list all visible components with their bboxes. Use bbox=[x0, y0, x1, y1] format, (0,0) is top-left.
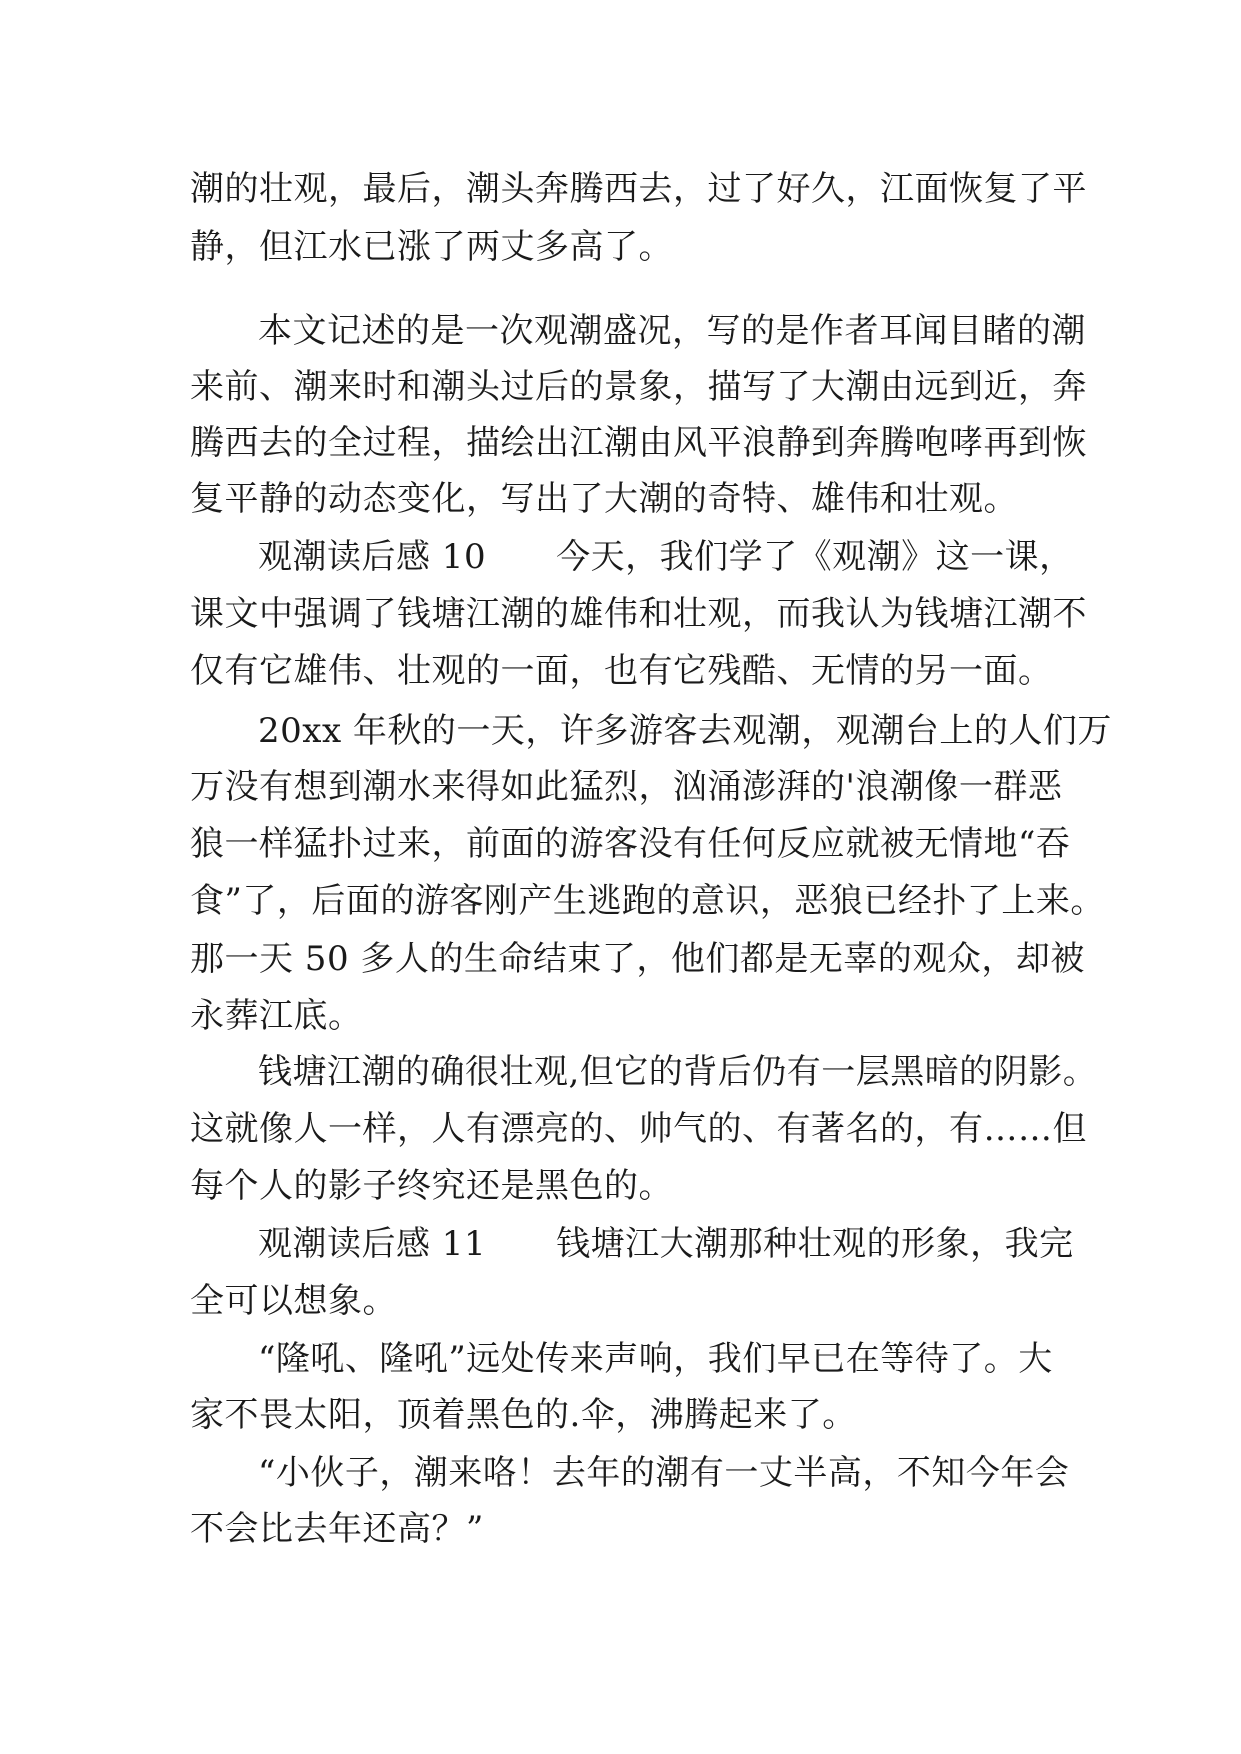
text-line: 复平静的动态变化，写出了大潮的奇特、雄伟和壮观。 bbox=[190, 479, 1018, 519]
text-line: “小伙子，潮来咯！去年的潮有一丈半高，不知今年会 bbox=[258, 1453, 1070, 1493]
text-span: 今天，我们学了《观潮》这一课， bbox=[556, 537, 1074, 577]
text-line: 不会比去年还高？” bbox=[190, 1509, 484, 1549]
text-line: 来前、潮来时和潮头过后的景象，描写了大潮由远到近，奔 bbox=[190, 367, 1087, 407]
text-line: 20xx 年秋的一天，许多游客去观潮，观潮台上的人们万 bbox=[258, 711, 1112, 751]
text-line: 万没有想到潮水来得如此猛烈，汹涌澎湃的'浪潮像一群恶 bbox=[190, 767, 1063, 807]
text-line: 家不畏太阳，顶着黑色的.伞，沸腾起来了。 bbox=[190, 1395, 857, 1435]
text-line: 食”了，后面的游客刚产生逃跑的意识，恶狼已经扑了上来。 bbox=[190, 881, 1105, 921]
text-line: 每个人的影子终究还是黑色的。 bbox=[190, 1166, 673, 1206]
text-line: 腾西去的全过程，描绘出江潮由风平浪静到奔腾咆哮再到恢 bbox=[190, 423, 1087, 463]
text-span: 钱塘江大潮那种壮观的形象，我完 bbox=[556, 1224, 1074, 1264]
text-line: 本文记述的是一次观潮盛况，写的是作者耳闻目睹的潮 bbox=[258, 311, 1086, 351]
text-line: 仅有它雄伟、壮观的一面，也有它残酷、无情的另一面。 bbox=[190, 651, 1053, 691]
text-line: 这就像人一样，人有漂亮的、帅气的、有著名的，有……但 bbox=[190, 1109, 1087, 1149]
text-line: 那一天 50 多人的生命结束了，他们都是无辜的观众，却被 bbox=[190, 939, 1085, 979]
section-heading-line bbox=[258, 528, 1074, 586]
section-heading: 观潮读后感 11 bbox=[258, 1224, 487, 1264]
section-heading: 观潮读后感 10 bbox=[258, 537, 487, 577]
text-line: 狼一样猛扑过来，前面的游客没有任何反应就被无情地“吞 bbox=[190, 824, 1071, 864]
text-line: 钱塘江潮的确很壮观,但它的背后仍有一层黑暗的阴影。 bbox=[258, 1052, 1098, 1092]
text-line: 潮的壮观，最后，潮头奔腾西去，过了好久，江面恢复了平 bbox=[190, 169, 1087, 209]
text-line: “隆吼、隆吼”远处传来声响，我们早已在等待了。大 bbox=[258, 1339, 1053, 1379]
section-heading-line bbox=[258, 1215, 1074, 1273]
text-line: 静，但江水已涨了两丈多高了。 bbox=[190, 227, 673, 267]
text-line: 永葬江底。 bbox=[190, 996, 363, 1036]
text-line: 全可以想象。 bbox=[190, 1281, 397, 1321]
text-line: 课文中强调了钱塘江潮的雄伟和壮观，而我认为钱塘江潮不 bbox=[190, 594, 1087, 634]
